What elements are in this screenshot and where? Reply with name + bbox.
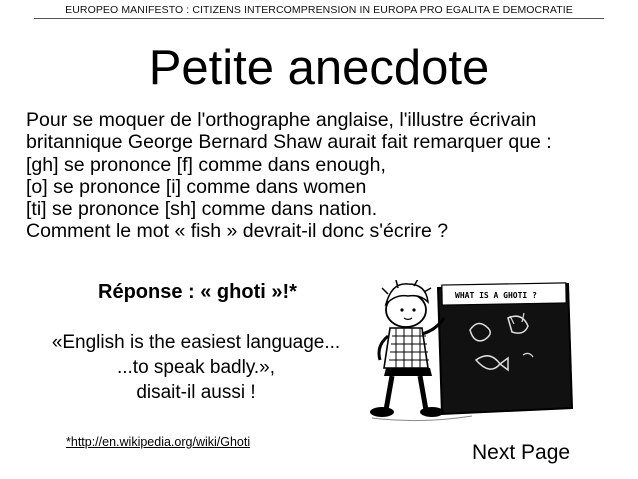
slide-title: Petite anecdote [148, 41, 490, 95]
body-line: Pour se moquer de l'orthographe anglaise, l'illustre écrivain [26, 109, 537, 131]
body-line: [gh] se prononce [f] comme dans enough, [26, 153, 386, 176]
body-line: britannique George Bernard Shaw aurait fait remarquer que : [26, 131, 552, 154]
ghoti-wikipedia-link[interactable]: *http://en.wikipedia.org/wiki/Ghoti [66, 435, 251, 449]
body-line: Comment le mot « fish » devrait-il donc s'écrire ? [26, 220, 449, 243]
quote-line: «English is the easiest language... [51, 332, 341, 353]
quote-line: disait-il aussi ! [136, 382, 256, 403]
slide-body [26, 109, 626, 243]
body-line: [ti] se prononce [sh] comme dans nation. [26, 198, 378, 221]
shaw-quote [36, 330, 356, 405]
body-line: [o] se prononce [i] comme dans women [26, 175, 367, 198]
quote-line: ...to speak badly.», [116, 357, 276, 378]
presentation-header: EUROPEO MANIFESTO : CITIZENS INTERCOMPRENSION IN EUROPA PRO EGALITA E DEMOCRATIE [65, 4, 573, 16]
answer-text: Réponse : « ghoti »!* [98, 281, 297, 303]
cartoon-child-blackboard-icon [358, 280, 578, 430]
blackboard-caption: WHAT IS A GHOTI ? [455, 291, 537, 300]
header-divider [34, 18, 604, 19]
next-page-button[interactable]: Next Page [472, 441, 571, 464]
